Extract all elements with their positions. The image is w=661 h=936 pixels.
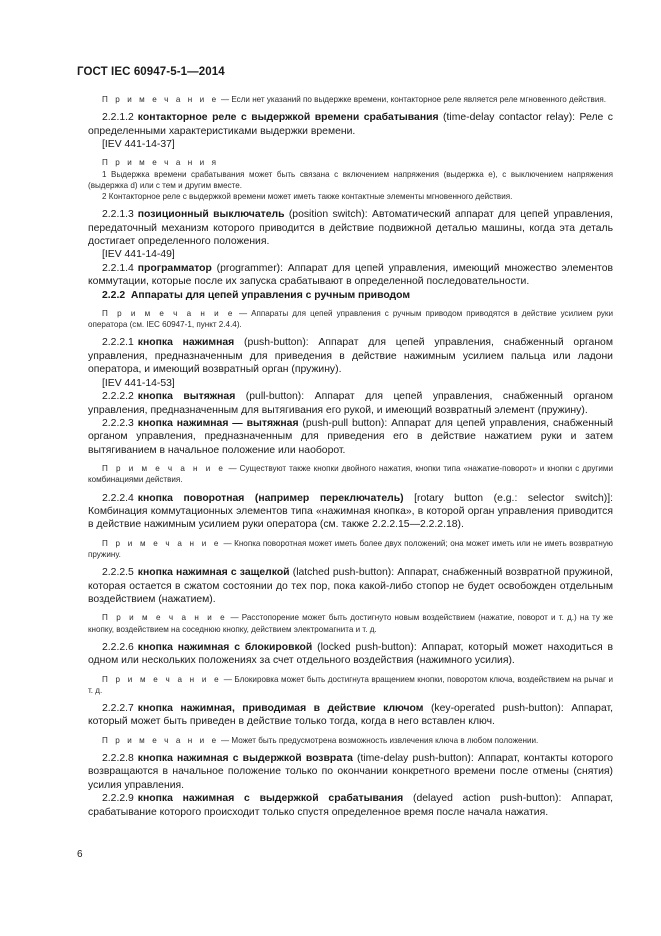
note-item-1: 1 Выдержка времени срабатывания может быть связана с включением напряжения (выдержка е), с выключением напряжения (выдержка d) или с тем и другим вместе.	[88, 169, 613, 190]
note-rotary-button: П р и м е ч а н и е — Кнопка поворотная может иметь более двух положений; она может иметь или не иметь возвратную пружину.	[88, 538, 613, 559]
term-2-2-1-3: 2.2.1.3 позиционный выключатель (position switch): Автоматический аппарат для цепей управления, передаточный механизм которого приводится в действие подвижной деталью машины, когда эта деталь достигает определенного положения.	[88, 209, 614, 248]
note-unlatching: П р и м е ч а н и е — Расстопорение может быть достигнуто новым воздействием (нажатие, поворот и т. д.) на ту же кнопку, воздействием на соседнюю кнопку, действием электромагнита и т. д.	[88, 613, 613, 634]
note-double-push: П р и м е ч а н и е — Существуют также кнопки двойного нажатия, кнопки типа «нажатие-поворот» и кнопки с другими комбинациями действия.	[88, 464, 613, 485]
term-2-2-2-3: 2.2.2.3 кнопка нажимная — вытяжная (push-pull button): Аппарат для цепей управления, снабженный органом управления, предназначенным для приведения его в действие нажатием руки и затем вытягиванием в начальное положение или наоборот.	[88, 417, 614, 456]
standard-header: ГОСТ IEC 60947-5-1—2014	[77, 66, 225, 78]
notes-heading: П р и м е ч а н и я	[102, 158, 219, 168]
reference-iev: [IEV 441-14-53]	[102, 377, 175, 389]
term-2-2-2-6: 2.2.2.6 кнопка нажимная с блокировкой (locked push-button): Аппарат, который может находиться в одном или нескольких положениях за счет отдельного воздействия (нажимного усилия).	[88, 641, 613, 667]
term-2-2-1-4: 2.2.1.4 программатор (programmer): Аппарат для цепей управления, имеющий множество элементов коммутации, которые после их запуска срабатывают в определенной последовательности.	[88, 262, 613, 288]
reference-iev: [IEV 441-14-49]	[102, 249, 175, 261]
note-locking: П р и м е ч а н и е — Блокировка может быть достигнута вращением кнопки, поворотом ключа, воздействием на рычаг и т. д.	[88, 674, 613, 695]
term-2-2-2-2: 2.2.2.2 кнопка вытяжная (pull-button): Аппарат для цепей управления, снабженный органом управления, предназначенным для вытягивания его рукой, и имеющий возвратный элемент (пружину).	[88, 391, 613, 416]
note-label: П р и м е ч а н и е	[102, 95, 219, 104]
reference-iev: [IEV 441-14-37]	[102, 139, 175, 151]
note-key-removal: П р и м е ч а н и е — Может быть предусмотрена возможность извлечения ключа в любом положении.	[102, 735, 539, 745]
term-2-2-2-9: 2.2.2.9 кнопка нажимная с выдержкой срабатывания (delayed action push-button): Аппарат, срабатывание которого происходит только спустя определенное время после начала нажатия.	[88, 793, 613, 818]
term-2-2-2-4: 2.2.2.4 кнопка поворотная (например переключатель) [rotary button (e.g.: selector switch)]: Комбинация коммутационных элементов типа «нажимная кнопка», в которой орган управления приводится в действие нажимным усилием руки оператора (см. также 2.2.2.15—2.2.2.18).	[88, 492, 613, 531]
page-content	[88, 94, 613, 819]
page-number: 6	[77, 849, 83, 860]
term-2-2-2-1: 2.2.2.1 кнопка нажимная (push-button): Аппарат для цепей управления, снабженный органом управления, предназначенным для приведения в действие нажимным усилием пальца или ладони оператора, и имеющий возвратный орган (пружину).	[88, 337, 613, 376]
note-manual-control: П р и м е ч а н и е — Аппараты для цепей управления с ручным приводом приводятся в действие усилием руки оператора (см. IEC 60947-1, пункт 2.4.4).	[88, 309, 613, 330]
term-2-2-2-5: 2.2.2.5 кнопка нажимная с защелкой (latched push-button): Аппарат, снабженный возвратной пружиной, которая остается в сжатом состоянии до тех пор, пока какой-либо стопор не будет освобожден отдельным воздействием (нажатием).	[88, 567, 613, 605]
note-contactor-relay: П р и м е ч а н и е — Если нет указаний по выдержке времени, контакторное реле является реле мгновенного действия.	[102, 95, 606, 104]
section-heading-2-2-2: 2.2.2 Аппараты для цепей управления с ручным приводом	[102, 289, 411, 301]
term-2-2-1-2: 2.2.1.2 контакторное реле с выдержкой времени срабатывания (time-delay contactor relay): Реле с определенными характеристиками выдержки времени.	[88, 112, 613, 137]
term-2-2-2-7: 2.2.2.7 кнопка нажимная, приводимая в действие ключом (key-operated push-button): Аппарат, который может быть приведен в действие только тогда, когда в него вставлен ключ.	[88, 703, 613, 728]
term-2-2-2-8: 2.2.2.8 кнопка нажимная с выдержкой возврата (time-delay push-button): Аппарат, контакты которого возвращаются в начальное положение только по окончании конкретного времени после отмены (снятия) усилия управления.	[88, 753, 613, 791]
note-item-2: 2 Контакторное реле с выдержкой времени может иметь также контактные элементы мгновенного действия.	[102, 192, 513, 202]
